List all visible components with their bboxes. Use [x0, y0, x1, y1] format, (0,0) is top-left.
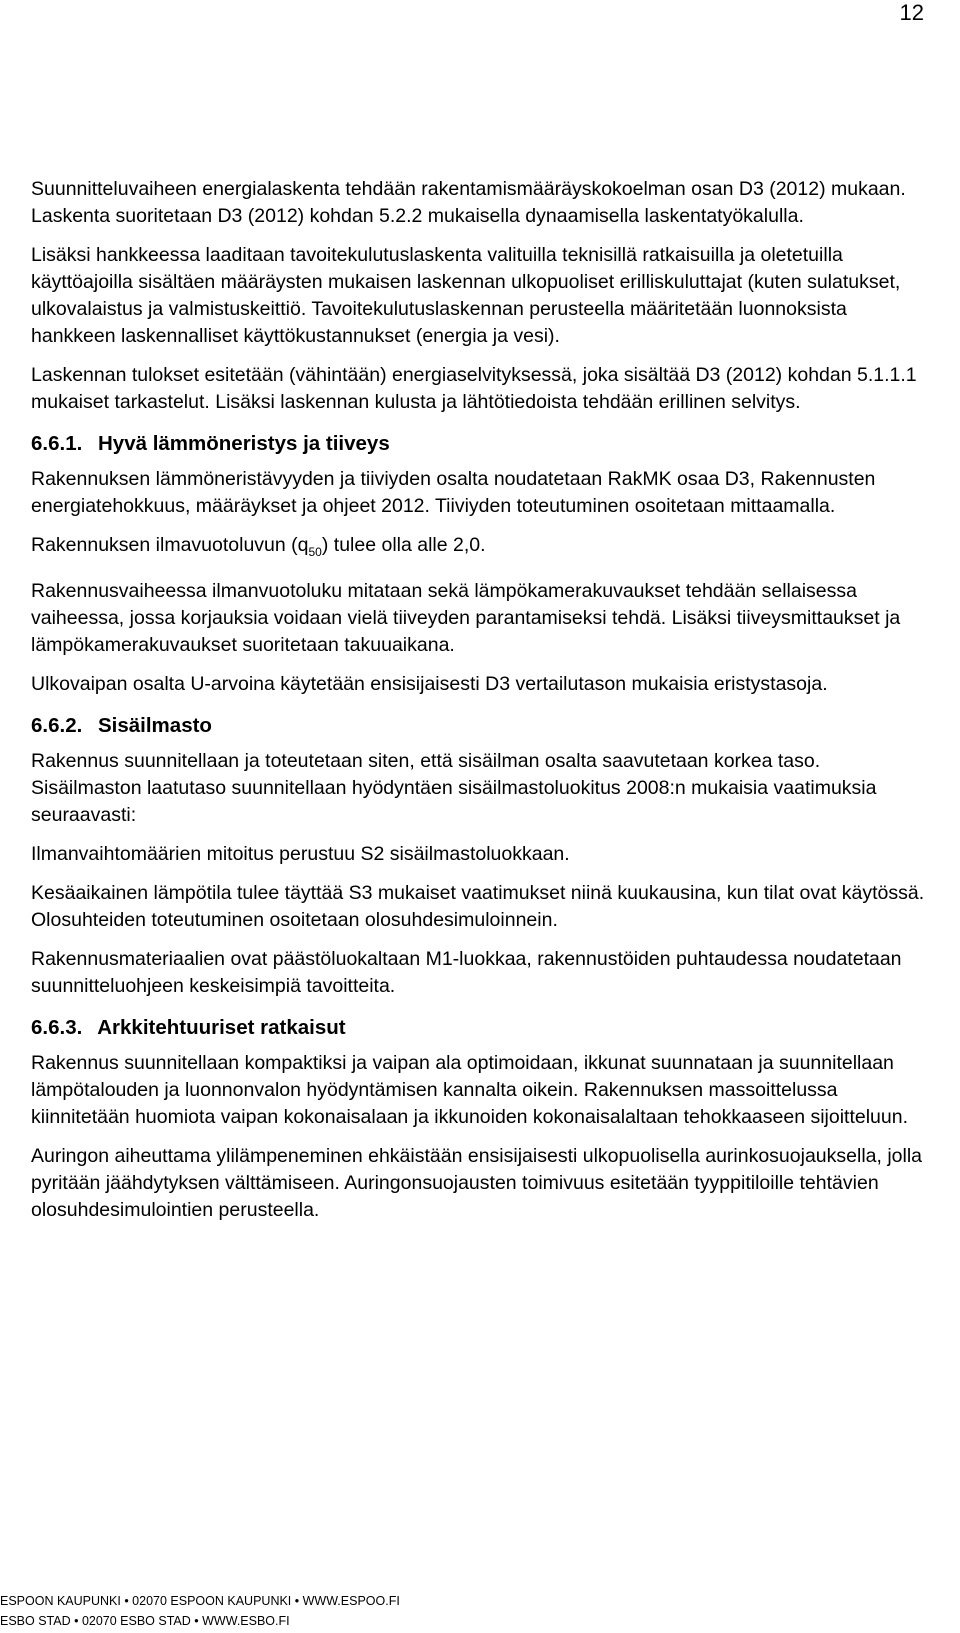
paragraph: Rakennuksen lämmöneristävyyden ja tiiviyden osalta noudatetaan RakMK osaa D3, Rakennusten energiatehokkuus, määräykset ja ohjeet 2012. Tiiviyden toteutuminen osoitetaan mittaamalla. — [31, 468, 876, 517]
paragraph: Laskennan tulokset esitetään (vähintään) energiaselvityksessä, joka sisältää D3 (2012) kohdan 5.1.1.1 mukaiset tarkastelut. Lisäksi laskennan kulusta ja lähtötiedoista tehdään erillinen selvitys. — [31, 364, 917, 413]
paragraph: Rakennusvaiheessa ilmanvuotoluku mitataan sekä lämpökamerakuvaukset tehdään sellaisessa vaiheessa, jossa korjauksia voidaan vielä tiiveyden parantamiseksi tehdä. Lisäksi tiiveysmittaukset ja lämpökamerakuvaukset suoritetaan takuuaikana. — [31, 579, 901, 656]
paragraph: Lisäksi hankkeessa laaditaan tavoitekulutuslaskenta valituilla teknisillä ratkaisuilla ja oletetuilla käyttöajoilla sisältäen määräysten mukaisen laskennan ulkopuoliset erilliskuluttajat (kuten sulatukset, ulkovalaistus ja valmistuskeittiö. Tavoitekulutuslaskennan perusteella määritetään luonnoksista hankkeen laskennalliset käyttökustannukset (energia ja vesi). — [31, 244, 901, 347]
section-number: 6.6.2. — [31, 713, 83, 737]
document-body — [31, 176, 936, 1236]
section-heading — [31, 430, 936, 458]
footer-line: ESBO STAD • 02070 ESBO STAD • WWW.ESBO.FI — [0, 1614, 290, 1628]
section-title: Hyvä lämmöneristys ja tiiveys — [98, 432, 390, 455]
section-number: 6.6.3. — [31, 1015, 83, 1039]
paragraph: Auringon aiheuttama ylilämpeneminen ehkäistään ensisijaisesti ulkopuolisella aurinkosuojauksella, jolla pyritään jäähdytyksen välttämiseen. Auringonsuojausten toimivuus esitetään tyyppitiloille tehtävien olosuhdesimulointien perusteella. — [31, 1144, 923, 1221]
section-number: 6.6.1. — [31, 432, 83, 455]
paragraph-air-leakage — [31, 532, 936, 566]
paragraph: Rakennusmateriaalien ovat päästöluokaltaan M1-luokkaa, rakennustöiden puhtaudessa noudatetaan suunnitteluohjeen keskeisimpiä tavoitteita. — [31, 947, 902, 997]
text-span: ) tulee olla alle 2,0. — [321, 534, 486, 556]
subscript: 50 — [308, 544, 322, 559]
paragraph: Kesäaikainen lämpötila tulee täyttää S3 mukaiset vaatimukset niinä kuukausina, kun tilat ovat käytössä. Olosuhteiden toteutuminen osoitetaan olosuhdesimuloinnein. — [31, 881, 925, 931]
page-number: 12 — [899, 0, 924, 25]
paragraph: Ulkovaipan osalta U-arvoina käytetään ensisijaisesti D3 vertailutason mukaisia eristystasoja. — [31, 672, 828, 695]
section-heading — [31, 1014, 936, 1042]
section-title: Arkkitehtuuriset ratkaisut — [97, 1015, 346, 1039]
section-heading — [31, 712, 936, 740]
paragraph: Rakennus suunnitellaan ja toteutetaan siten, että sisäilman osalta saavutetaan korkea taso. Sisäilmaston laatutaso suunnitellaan hyödyntäen sisäilmastoluokitus 2008:n mukaisia vaatimuksia seuraavasti: — [31, 749, 877, 826]
paragraph: Ilmanvaihtomäärien mitoitus perustuu S2 sisäilmastoluokkaan. — [31, 842, 570, 865]
paragraph: Suunnitteluvaiheen energialaskenta tehdään rakentamismääräyskokoelman osan D3 (2012) mukaan. Laskenta suoritetaan D3 (2012) kohdan 5.2.2 mukaisella dynaamisella laskentatyökalulla. — [31, 178, 906, 227]
footer-line: ESPOON KAUPUNKI • 02070 ESPOON KAUPUNKI • WWW.ESPOO.FI — [0, 1594, 400, 1608]
paragraph: Rakennus suunnitellaan kompaktiksi ja vaipan ala optimoidaan, ikkunat suunnataan ja suunnitellaan lämpötalouden ja luonnonvalon hyödyntämisen kannalta oikein. Rakennuksen massoittelussa kiinnitetään huomiota vaipan kokonaisalaan ja ikkunoiden kokonaisalaltaan tehokkaaseen sijoitteluun. — [31, 1051, 909, 1128]
section-title: Sisäilmasto — [98, 713, 212, 737]
footer — [0, 1591, 400, 1631]
text-span: Rakennuksen ilmavuotoluvun (q — [31, 534, 309, 556]
